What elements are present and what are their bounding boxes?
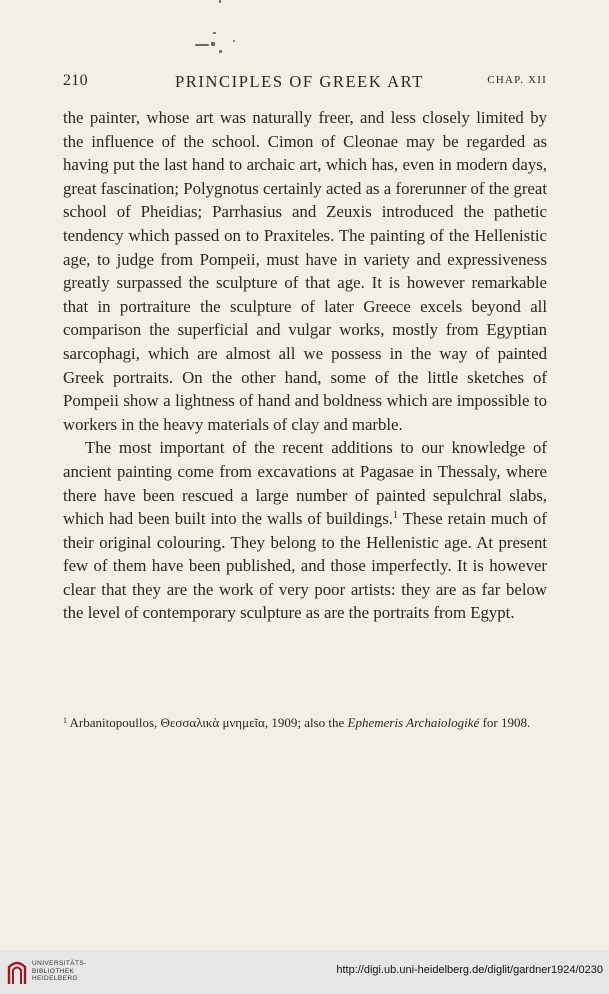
library-name-line: BIBLIOTHEK bbox=[32, 967, 75, 975]
footnote-text: Arbanitopoullos, Θεσσαλικὰ μνημεῖα, 1909; also the bbox=[67, 715, 348, 730]
paragraph: the painter, whose art was naturally freer, and less closely limited by the influence of the school. Cimon of Cleonae may be regarded as having put the last hand to archaic art, which has, even in modern days, great fascination; Polygnotus certainly acted as a forerunner of the great school of Pheidias; Parrhasius and Zeuxis introduced the pathetic tendency which passed on to Praxiteles. The painting of the Hellenistic age, to judge from Pompeii, must have in variety and expressiveness greatly surpassed the sculpture of that age. It is however remarkable that in portraiture the sculpture of later Greece excels beyond all comparison the superficial and vulgar works, mostly from Egyptian sarcophagi, which are almost all we possess in the way of painted Greek portraits. On the other hand, some of the little sketches of Pompeii show a lightness of hand and boldness which are impossible to workers in the heavy materials of clay and marble. bbox=[63, 108, 547, 434]
running-title: PRINCIPLES OF GREEK ART bbox=[175, 72, 424, 91]
paragraph-text: These retain much of their original colouring. They belong to the Hellenistic age. At present few of them have been published, and those imperfectly. It is however clear that they are the work of very poor artists: they are as far below the level of contemporary sculpture as are the portraits from Egypt. bbox=[63, 509, 547, 623]
footnote bbox=[63, 714, 547, 732]
library-name-line: HEIDELBERG bbox=[32, 975, 78, 982]
library-logo-icon bbox=[6, 958, 28, 986]
scan-specks bbox=[185, 30, 245, 60]
paragraph bbox=[63, 436, 547, 625]
running-header bbox=[63, 72, 547, 94]
main-text bbox=[63, 106, 547, 625]
footnote-mark: 1 bbox=[63, 716, 67, 725]
library-name bbox=[32, 960, 87, 983]
chapter-label: CHAP. XII bbox=[487, 74, 547, 86]
source-url[interactable]: http://digi.ub.uni-heidelberg.de/diglit/gardner1924/0230 bbox=[336, 964, 603, 976]
footnote-text: for 1908. bbox=[479, 715, 531, 730]
paragraph-text: The most important of the recent additions to our knowledge of ancient painting come from excavations at Pagasae in Thessaly, where there have been rescued a large number of painted sepulchral slabs, which had been built into the walls of buildings. bbox=[63, 438, 547, 529]
footer-bar bbox=[0, 950, 609, 994]
footnote-journal-title: Ephemeris Archaiologiké bbox=[347, 715, 480, 730]
library-name-line: UNIVERSITÄTS- bbox=[32, 960, 87, 967]
footnote-reference: 1 bbox=[392, 510, 398, 522]
page-number: 210 bbox=[63, 72, 88, 89]
